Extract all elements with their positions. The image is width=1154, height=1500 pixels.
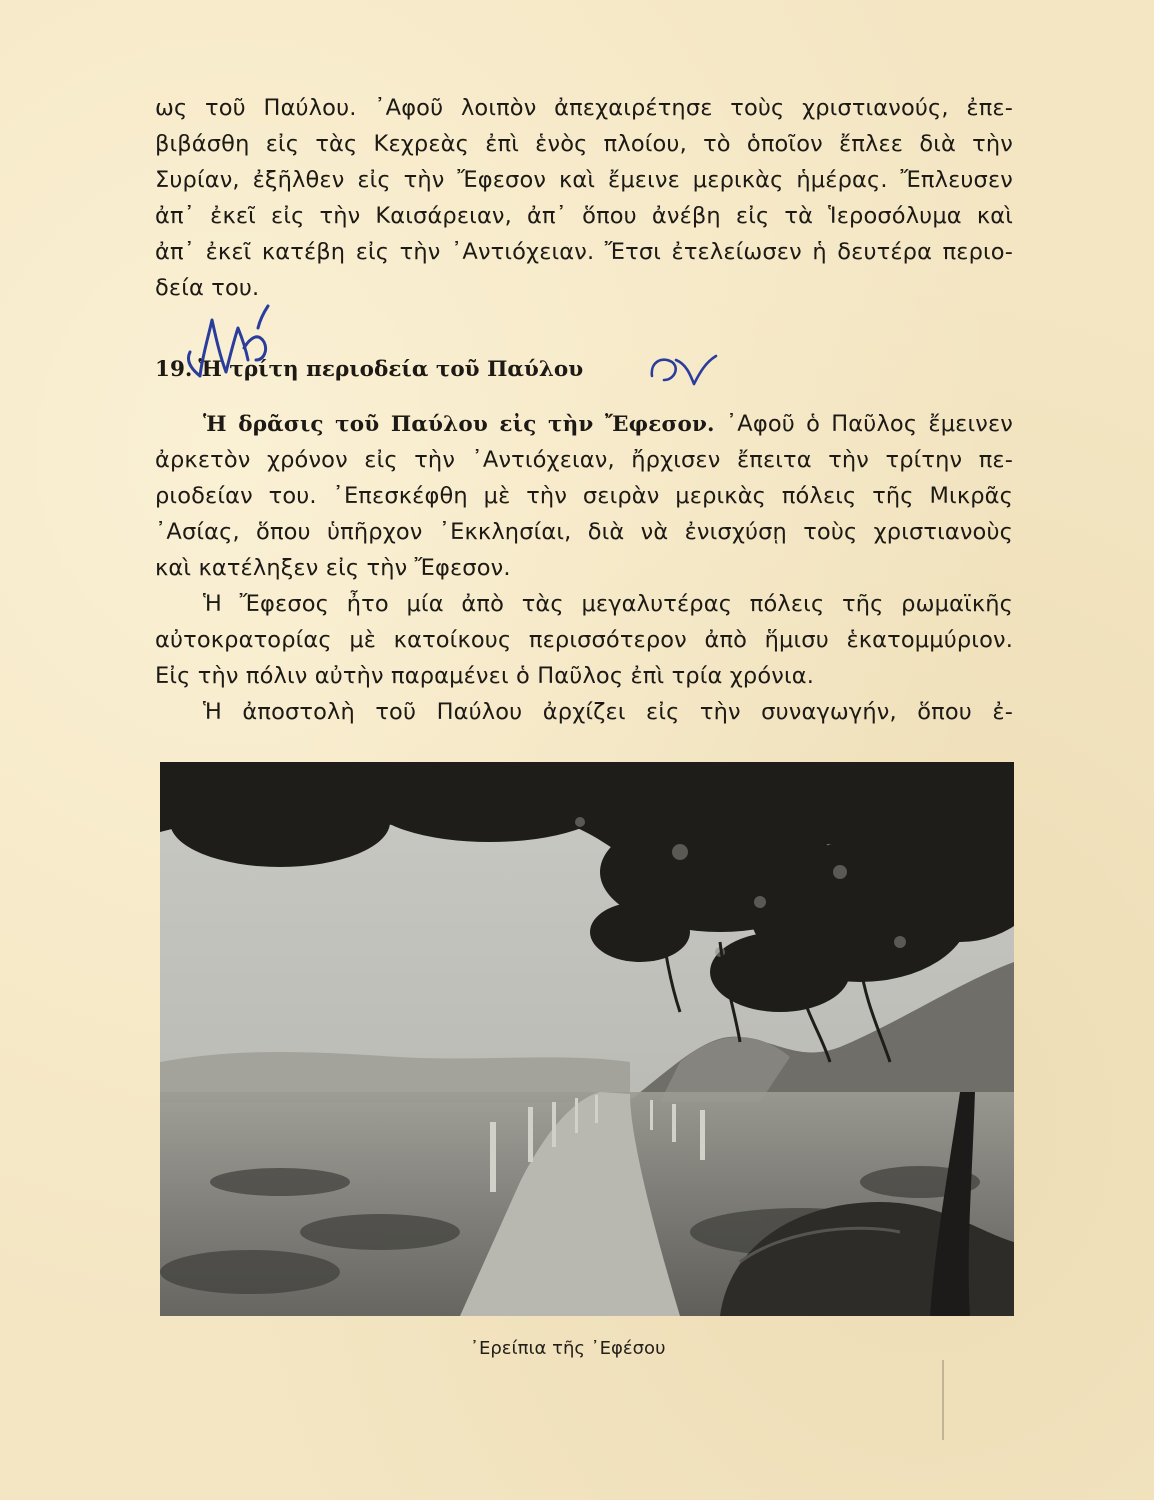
section-number: 19. (155, 357, 193, 382)
ruins-landscape-illustration (160, 762, 1014, 1316)
text-fragment: ᾽Αφοῦ ὁ Παῦλος ἔμεινεν (725, 411, 1013, 437)
text-line: Ἡ Ἔφεσος ἦτο μία ἀπὸ τὰς μεγαλυτέρας πόλεις τῆς ρωμαϊκῆς (203, 591, 1013, 617)
text-line: Ἡ ἀποστολὴ τοῦ Παύλου ἀρχίζει εἰς τὴν συναγωγήν, ὅπου ἐ- (203, 699, 1013, 725)
text-line: Συρίαν, ἐξῆλθεν εἰς τὴν Ἔφεσον καὶ ἔμεινε μερικὰς ἡμέρας. Ἔπλευσεν (155, 167, 1013, 193)
paper-mark (942, 1360, 944, 1440)
text-line: ἀρκετὸν χρόνον εἰς τὴν ᾽Αντιόχειαν, ἤρχισεν ἔπειτα τὴν τρίτην πε- (155, 447, 1013, 473)
handwritten-scribble-icon (160, 298, 290, 388)
text-line: ριοδείαν του. ᾽Επεσκέφθη μὲ τὴν σειρὰν μερικὰς πόλεις τῆς Μικρᾶς (155, 483, 1013, 509)
handwritten-scribble-icon (646, 350, 726, 390)
text-line: Εἰς τὴν πόλιν αὐτὴν παραμένει ὁ Παῦλος ἐπὶ τρία χρόνια. (155, 663, 815, 689)
text-line (155, 406, 1013, 442)
text-line: αὐτοκρατορίας μὲ κατοίκους περισσότερον ἀπὸ ἥμισυ ἑκατομμύριον. (155, 627, 1013, 653)
text-line: καὶ κατέληξεν εἰς τὴν Ἔφεσον. (155, 555, 511, 581)
subheading: Ἡ δρᾶσις τοῦ Παύλου εἰς τὴν Ἔφεσον. (203, 412, 715, 437)
section-title: Ἡ τρίτη περιοδεία τοῦ Παύλου (198, 357, 584, 382)
ruins-photograph (160, 762, 1014, 1316)
text-line: ἀπ᾽ ἐκεῖ κατέβη εἰς τὴν ᾽Αντιόχειαν. Ἔτσι ἐτελείωσεν ἡ δευτέρα περιο- (155, 239, 1013, 265)
text-line: ως τοῦ Παύλου. ᾽Αφοῦ λοιπὸν ἀπεχαιρέτησε τοὺς χριστιανούς, ἐπε- (155, 95, 1013, 121)
text-line: ᾽Ασίας, ὅπου ὑπῆρχον ᾽Εκκλησίαι, διὰ νὰ ἐνισχύσῃ τοὺς χριστιανοὺς (155, 519, 1013, 545)
text-line: βιβάσθη εἰς τὰς Κεχρεὰς ἐπὶ ἑνὸς πλοίου, τὸ ὁποῖον ἔπλεε διὰ τὴν (155, 131, 1013, 157)
figure-caption: ᾽Ερείπια τῆς ᾽Εφέσου (470, 1338, 666, 1359)
section-body (155, 406, 1013, 730)
text-line: ἀπ᾽ ἐκεῖ εἰς τὴν Καισάρειαν, ἀπ᾽ ὅπου ἀνέβη εἰς τὰ Ἱεροσόλυμα καὶ (155, 203, 1013, 229)
continuation-paragraph (155, 90, 1013, 306)
text-line: δεία του. (155, 275, 260, 301)
